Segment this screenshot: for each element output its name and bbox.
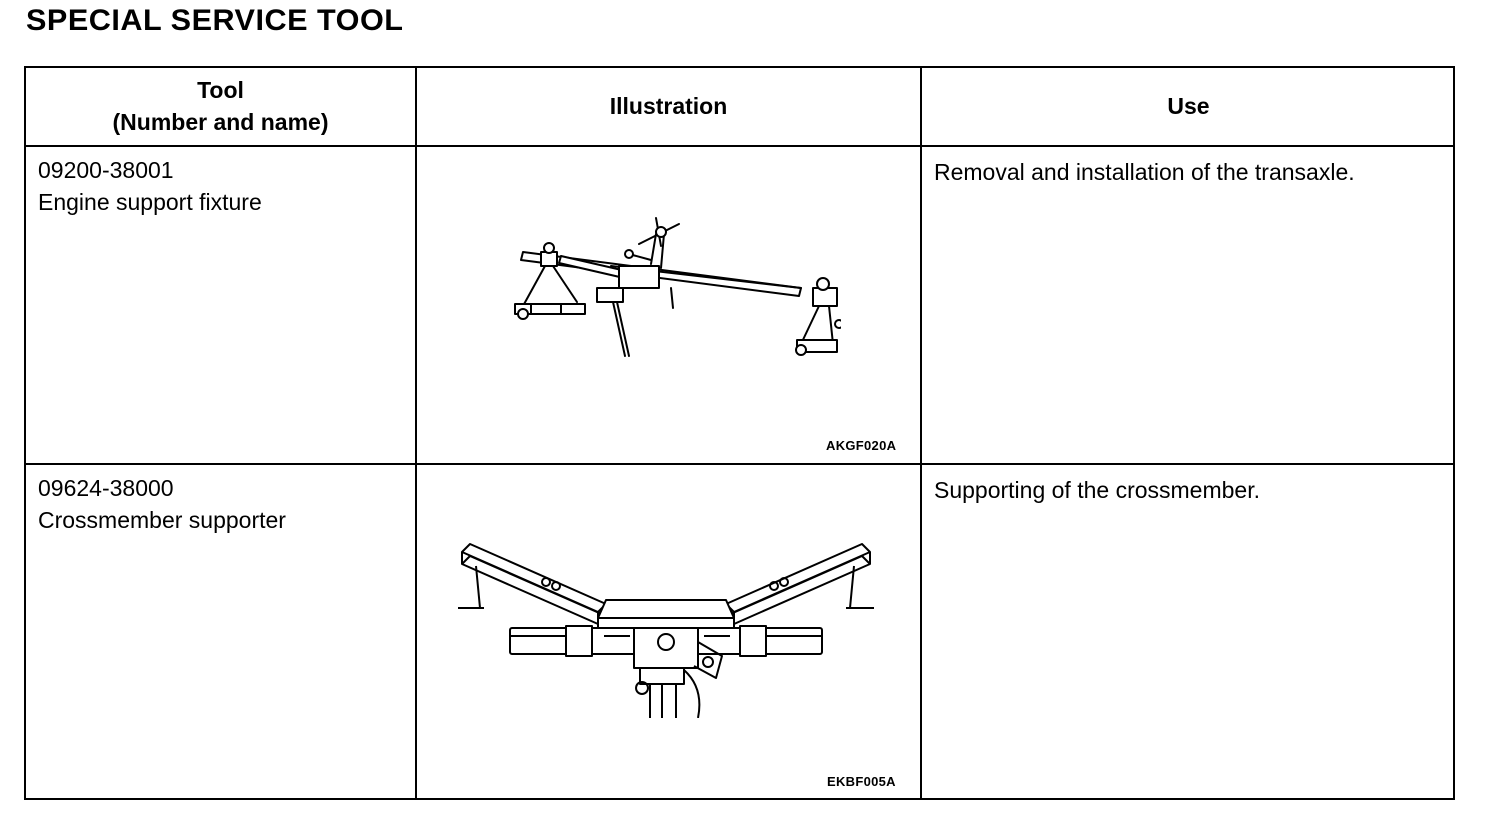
- header-tool-line1: Tool: [197, 77, 244, 103]
- tool-cell: [38, 472, 286, 536]
- tool-name: Crossmember supporter: [38, 507, 286, 533]
- crossmember-supporter-illustration: [454, 538, 878, 718]
- header-use: Use: [1167, 93, 1210, 119]
- header-tool-line2: (Number and name): [112, 109, 329, 135]
- use-cell: Removal and installation of the transaxle.: [934, 159, 1355, 185]
- column-divider: [415, 68, 417, 798]
- header-tool: [26, 74, 415, 138]
- row-divider: [26, 463, 1453, 465]
- page-title: SPECIAL SERVICE TOOL: [26, 4, 404, 37]
- tool-cell: [38, 154, 262, 218]
- row-divider: [26, 145, 1453, 147]
- engine-support-fixture-illustration: [501, 216, 841, 366]
- illustration-code: EKBF005A: [827, 774, 896, 789]
- header-illustration: Illustration: [609, 93, 728, 119]
- illustration-code: AKGF020A: [826, 438, 897, 453]
- use-cell: Supporting of the crossmember.: [934, 477, 1260, 503]
- tool-number: 09200-38001: [38, 157, 174, 183]
- column-divider: [920, 68, 922, 798]
- tool-name: Engine support fixture: [38, 189, 262, 215]
- tool-number: 09624-38000: [38, 475, 174, 501]
- special-tool-table: [24, 66, 1455, 800]
